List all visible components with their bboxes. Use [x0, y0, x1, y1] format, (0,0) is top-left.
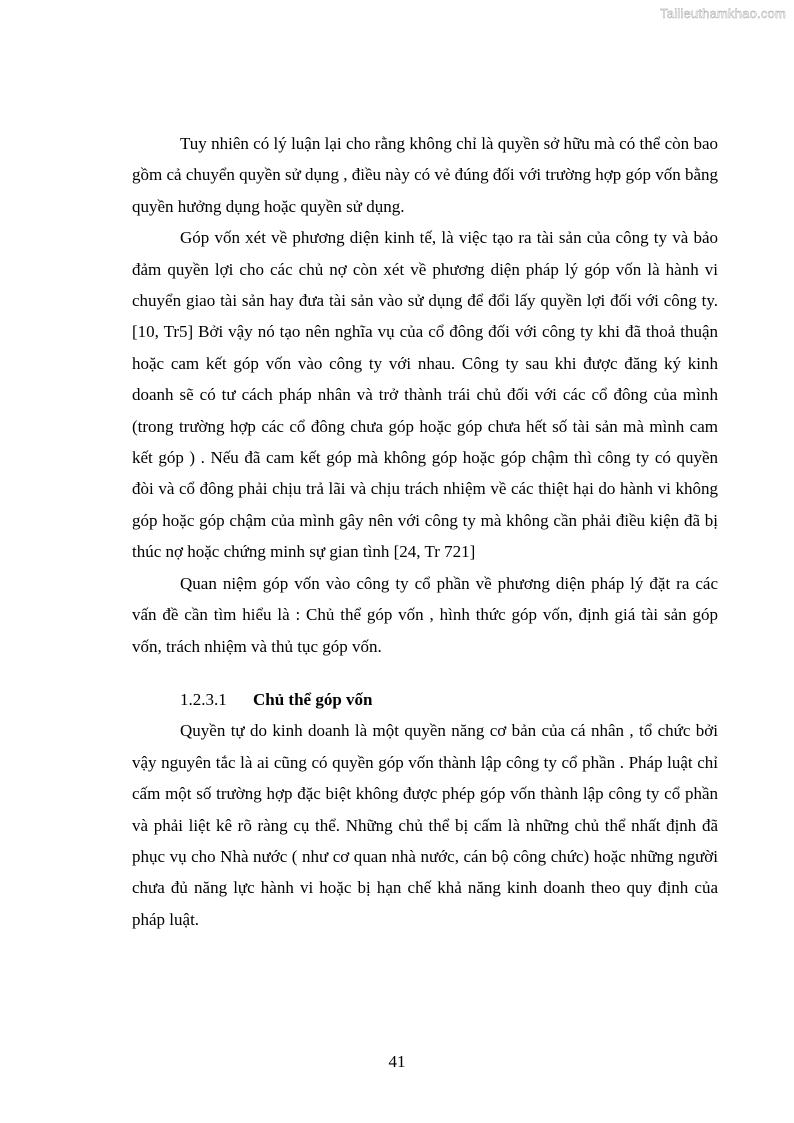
section-heading [132, 684, 718, 715]
watermark-text: Tailieuthamkhao.com [660, 6, 786, 21]
paragraph: Quyền tự do kinh doanh là một quyền năng cơ bản của cá nhân , tổ chức bởi vậy nguyên tắc là ai cũng có quyền góp vốn thành lập công ty cổ phần . Pháp luật chỉ cấm một số trường hợp đặc biệt không được phép góp vốn thành lập công ty cổ phần và phải liệt kê rõ ràng cụ thể. Những chủ thể bị cấm là những chủ thể nhất định đã phục vụ cho Nhà nước ( như cơ quan nhà nước, cán bộ công chức) hoặc những người chưa đủ năng lực hành vi hoặc bị hạn chế khả năng kinh doanh theo quy định của pháp luật. [132, 721, 718, 929]
section-title: Chủ thể góp vốn [253, 689, 373, 709]
document-body [132, 128, 718, 935]
page-number: 41 [388, 1052, 406, 1071]
section-number: 1.2.3.1 [180, 689, 227, 709]
paragraph: Quan niệm góp vốn vào công ty cổ phần về phương diện pháp lý đặt ra các vấn đề cần tìm hiểu là : Chủ thể góp vốn , hình thức góp vốn, định giá tài sản góp vốn, trách nhiệm và thủ tục góp vốn. [132, 573, 718, 656]
paragraph: Tuy nhiên có lý luận lại cho rằng không chỉ là quyền sở hữu mà có thể còn bao gồm cả chuyển quyền sử dụng , điều này có vẻ đúng đối với trường hợp góp vốn bằng quyền hưởng dụng hoặc quyền sử dụng. [132, 134, 718, 216]
paragraph: Góp vốn xét về phương diện kinh tế, là việc tạo ra tài sản của công ty và bảo đảm quyền lợi cho các chủ nợ còn xét về phương diện pháp lý góp vốn là hành vi chuyển giao tài sản hay đưa tài sản vào sử dụng để đổi lấy quyền lợi đối với công ty. [10, Tr5] Bởi vậy nó tạo nên nghĩa vụ của cổ đông đối với công ty khi đã thoả thuận hoặc cam kết góp vốn vào công ty với nhau. Công ty sau khi được đăng ký kinh doanh sẽ có tư cách pháp nhân và trở thành trái chủ đối với các cổ đông của mình (trong trường hợp các cổ đông chưa góp hoặc góp chưa hết số tài sản mà mình cam kết góp ) . Nếu đã cam kết góp mà không góp hoặc góp chậm thì công ty có quyền đòi và cổ đông phải chịu trả lãi và chịu trách nhiệm về các thiệt hại do hành vi không góp hoặc góp chậm của mình gây nên với công ty mà không cần phải điều kiện đã bị thúc nợ hoặc chứng minh sự gian tình [24, Tr 721] [132, 228, 718, 562]
